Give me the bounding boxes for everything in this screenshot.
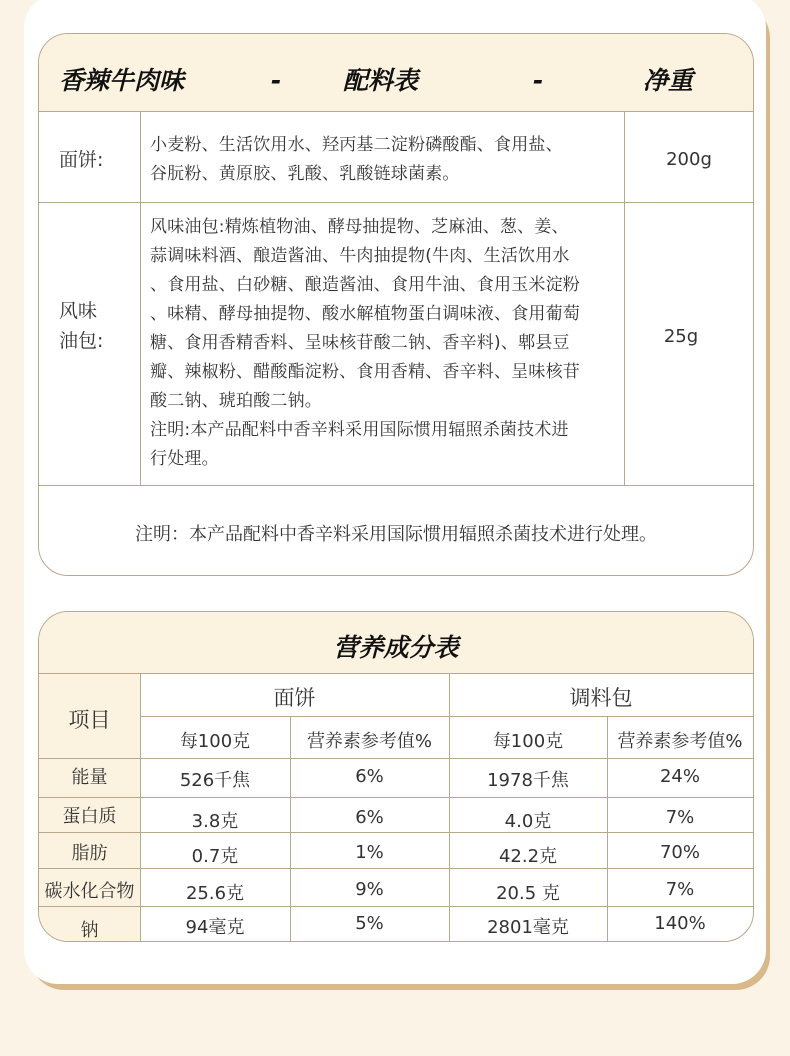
nutrition-cell: 70%	[659, 842, 700, 863]
header-dash: -	[271, 66, 282, 95]
item-fat: 脂肪	[71, 843, 108, 864]
nutrition-cell: 4.0克	[504, 811, 552, 832]
nutrition-cell: 20.5 克	[496, 883, 560, 904]
nutrition-cell: 140%	[654, 913, 706, 934]
ingredients-table	[38, 33, 754, 576]
row-divider	[39, 906, 753, 907]
row-divider	[39, 868, 753, 869]
ingredients-title: 配料表	[343, 66, 419, 95]
row-divider	[39, 485, 753, 486]
row-divider	[39, 797, 753, 798]
nutrition-cell: 2801毫克	[487, 917, 569, 938]
nutrition-cell: 25.6克	[185, 883, 245, 904]
nutrition-cell: 5%	[355, 913, 384, 934]
sub-header: 营养素参考值%	[617, 731, 743, 752]
nutrition-cell: 94毫克	[185, 917, 245, 938]
header-dash: -	[533, 66, 544, 95]
item-energy: 能量	[71, 767, 108, 788]
row-divider	[140, 716, 753, 717]
ingredients-note: 注明：本产品配料中香辛料采用国际惯用辐照杀菌技术进行处理。	[135, 524, 657, 545]
nutrition-cell: 3.8克	[191, 811, 239, 832]
nutrition-cell: 526千焦	[179, 770, 251, 791]
item-header: 项目	[68, 708, 111, 732]
group-header-seasoning: 调料包	[569, 686, 633, 710]
nutrition-cell: 0.7克	[191, 846, 239, 867]
nutrition-cell: 6%	[355, 807, 384, 828]
group-header-noodle: 面饼	[273, 686, 316, 710]
flavor-name: 香辣牛肉味	[59, 66, 185, 95]
nutrition-cell: 1%	[355, 842, 384, 863]
nutrition-title: 营养成分表	[333, 633, 459, 662]
row-divider	[39, 202, 753, 203]
nutrition-cell: 6%	[355, 766, 384, 787]
nutrition-cell: 1978千焦	[487, 770, 569, 791]
sub-header: 营养素参考值%	[306, 731, 433, 752]
item-carbohydrate: 碳水化合物	[44, 881, 135, 902]
sub-header: 每100克	[492, 731, 564, 752]
nutrition-table	[38, 611, 754, 942]
noodle-cake-weight: 200g	[666, 149, 712, 170]
noodle-cake-ingredients: 小麦粉、生活饮用水、羟丙基二淀粉磷酸酯、食用盐、 谷朊粉、黄原胶、乳酸、乳酸链球菌素。	[150, 135, 563, 184]
net-weight-title: 净重	[643, 66, 694, 95]
sub-header: 每100克	[179, 731, 251, 752]
item-protein: 蛋白质	[62, 806, 117, 827]
nutrition-cell: 9%	[355, 879, 384, 900]
seasoning-oil-weight: 25g	[663, 326, 699, 347]
noodle-cake-label: 面饼:	[59, 149, 104, 171]
nutrition-cell: 7%	[665, 807, 695, 828]
ingredients-header	[39, 34, 753, 112]
nutrition-cell: 42.2克	[498, 846, 558, 867]
nutrition-cell: 24%	[659, 766, 700, 787]
nutrition-cell: 7%	[665, 879, 695, 900]
row-divider	[39, 758, 753, 759]
seasoning-oil-ingredients: 风味油包:精炼植物油、酵母抽提物、芝麻油、葱、姜、 蒜调味料酒、酿造酱油、牛肉抽提物(牛肉、生活饮用水 、食用盐、白砂糖、酿造酱油、食用牛油、食用玉米淀粉 、味精、酵母抽提物、酸水解植物蛋白调味液、食用葡萄 糖、食用香精香料、呈味核苷酸二钠、香辛料)、郫县豆 瓣、辣椒粉、醋酸酯淀粉、食用香精、香辛料、呈味核苷 酸二钠、琥珀酸二钠。 注明:本产品配料中香辛料采用国际惯用辐照杀菌技术进 行处理。	[150, 217, 580, 469]
column-divider	[140, 111, 141, 486]
seasoning-oil-label: 风味 油包:	[59, 300, 104, 352]
item-sodium: 钠	[80, 920, 99, 941]
